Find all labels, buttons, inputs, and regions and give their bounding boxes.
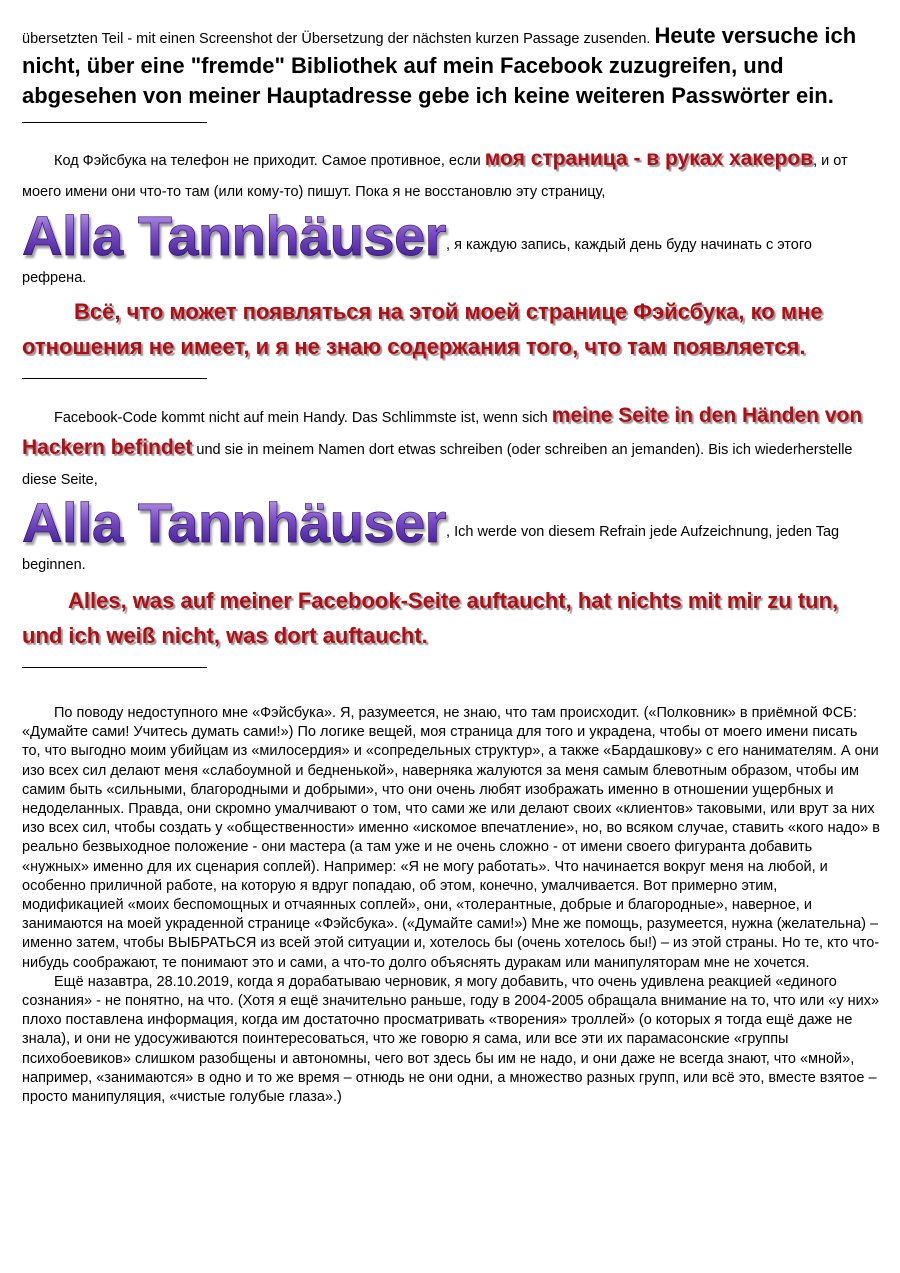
de-text-1: Facebook-Code kommt nicht auf mein Handy. Das Schlimmste ist, wenn sich: [54, 410, 552, 426]
ru-text-3: , я каждую запись, каждый день буду начинать с этого рефрена.: [22, 237, 812, 286]
intro-text: übersetzten Teil - mit einen Screenshot der Übersetzung der nächsten kurzen Passage zusenden.: [22, 31, 651, 47]
alla-tannhauser-logo: Alla Tannhäuser: [22, 204, 447, 267]
intro-bold-statement: Heute versuche ich nicht, über eine "fremde" Bibliothek auf mein Facebook zuzugreifen, und abgesehen von meiner Hauptadresse gebe ich keine weiteren Passwörter ein.: [22, 23, 857, 108]
de-disclaimer-text: Alles, was auf meiner Facebook-Seite auftaucht, hat nichts mit mir zu tun, und ich weiß nicht, was dort auftaucht.: [22, 588, 839, 648]
de-text-3: , Ich werde von diesem Refrain jede Aufzeichnung, jeden Tag beginnen.: [22, 524, 840, 573]
ru-text-2: , и от моего имени они что-то там (или кому-то) пишут. Пока я не восстановлю эту страницу,: [22, 153, 848, 200]
ru-text-1: Код Фэйсбука на телефон не приходит. Самое противное, если: [54, 153, 485, 169]
separator-line: [22, 378, 207, 379]
ru-disclaimer-text: Всё, что может появляться на этой моей странице Фэйсбука, ко мне отношения не имеет, и я не знаю содержания того, что там появляется.: [22, 299, 823, 359]
body-paragraph-1: По поводу недоступного мне «Фэйсбука». Я, разумеется, не знаю, что там происходит. («Полковник» в приёмной ФСБ: «Думайте сами! Учитесь думать сами!») По логике вещей, моя страница для того и украдена, чтобы от моего имени писать то, что выгодно моим убийцам из «милосердия» и «сопредельных структур», а также «Бардашкову» с его нанимателям. А они изо всех сил делают меня «слабоумной и бедненькой», наверняка жалуются за меня самым блевотным образом, чтобы им самим быть «сильными, благородными и добрыми», что они очень любят изображать именно в отношении ущербных и недоделанных. Правда, они скромно умалчивают о том, что сами же или делают своих «клиентов» таковыми, или врут за них изо всех сил, чтобы создать у «общественности» именно «искомое впечатление», но, во всяком случае, ставить «кого надо» в реально безвыходное положение - они мастера (а там уже и не очень сложно - от имени своего фигуранта добавить «нужных» именно для их сценария соплей). Например: «Я не могу работать». Что начинается вокруг меня на любой, и особенно приличной работе, на которую я вдруг попадаю, об этом, конечно, умалчивается. Вот примерно этим, модификацией «моих беспомощных и отчаянных соплей», они, «толерантные, добрые и благородные», наверное, и занимаются на моей украденной странице «Фэйсбука». («Думайте сами!») Мне же помощь, разумеется, нужна (желательна) – именно затем, чтобы ВЫБРАТЬСЯ из всей этой ситуации и, хотелось бы (очень хотелось бы!) – из этой страны. Но те, кто что-нибудь соображают, те понимают это и сами, а что-то долго объяснять дуракам или манипуляторам мне не хочется.: [22, 705, 880, 971]
main-body-text: [22, 704, 880, 1107]
ru-highlight-disclaimer: [22, 294, 880, 364]
de-highlight-disclaimer: [22, 583, 880, 653]
de-text-2: und sie in meinem Namen dort etwas schreiben (oder schreiben an jemanden). Bis ich wiederherstelle diese Seite,: [22, 442, 853, 488]
document-page: [22, 22, 880, 1107]
separator-line: [22, 122, 207, 123]
body-paragraph-2: Ещё назавтра, 28.10.2019, когда я дорабатываю черновик, я могу добавить, что очень удивлена реакцией «единого сознания» - не понятно, на что. (Хотя я ещё значительно раньше, году в 2004-2005 обращала внимание на то, что или «у них» плохо поставлена информация, когда им достаточно просматривать «творения» троллей» (о которых я тогда ещё даже не знала), и они не удосуживаются поинтересоваться, что же говорю я сама, или все эти их парамасонские «группы психобоевиков» слишком разобщены и автономны, чего вот здесь бы им не надо, и они даже не всегда знают, что «мной», например, «занимаются» в одно и то же время – отнюдь не они одни, а множество разных групп, или всё это, вместе взятое – просто манипуляция, «чистые голубые глаза».): [22, 973, 880, 1106]
separator-line: [22, 667, 207, 668]
de-paragraph: [22, 401, 880, 581]
ru-paragraph: [22, 143, 880, 294]
intro-paragraph: [22, 22, 880, 112]
alla-tannhauser-logo: Alla Tannhäuser: [22, 491, 447, 554]
ru-highlight-hackers: моя страница - в руках хакеров: [484, 147, 814, 170]
de-highlight-hackers: meine Seite in den Händen von Hackern befindet: [22, 404, 863, 459]
